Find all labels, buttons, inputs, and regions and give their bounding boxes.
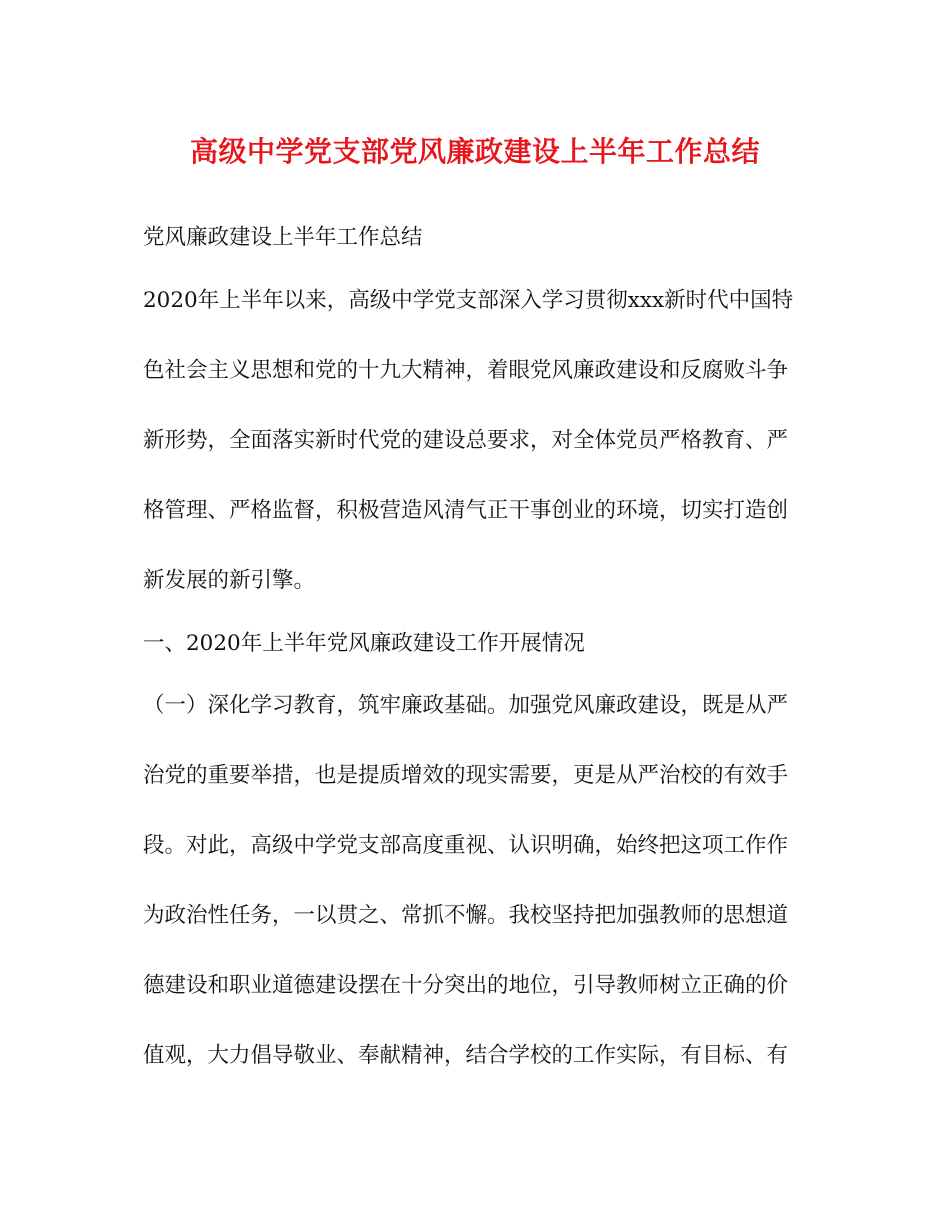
- section-heading: 一、2020年上半年党风廉政建设工作开展情况: [143, 631, 585, 656]
- paragraph-line: 新形势，全面落实新时代党的建设总要求，对全体党员严格教育、严: [143, 428, 789, 453]
- document-title: 高级中学党支部党风廉政建设上半年工作总结: [189, 135, 760, 168]
- paragraph-line: 德建设和职业道德建设摆在十分突出的地位，引导教师树立正确的价: [143, 973, 789, 998]
- document-subtitle: 党风廉政建设上半年工作总结: [143, 225, 423, 250]
- paragraph-line: 新发展的新引擎。: [143, 568, 316, 593]
- paragraph-line: 值观，大力倡导敬业、奉献精神，结合学校的工作实际，有目标、有: [143, 1043, 789, 1068]
- paragraph-line: 为政治性任务，一以贯之、常抓不懈。我校坚持把加强教师的思想道: [143, 903, 789, 928]
- paragraph-line: 2020年上半年以来，高级中学党支部深入学习贯彻xxx新时代中国特: [143, 288, 794, 313]
- paragraph-line: 色社会主义思想和党的十九大精神，着眼党风廉政建设和反腐败斗争: [143, 358, 789, 383]
- paragraph-line: 治党的重要举措，也是提质增效的现实需要，更是从严治校的有效手: [143, 763, 789, 788]
- paragraph-line: 段。对此，高级中学党支部高度重视、认识明确，始终把这项工作作: [143, 833, 789, 858]
- paragraph-line: 格管理、严格监督，积极营造风清气正干事创业的环境，切实打造创: [143, 498, 789, 523]
- paragraph-line: （一）深化学习教育，筑牢廉政基础。加强党风廉政建设，既是从严: [143, 693, 789, 718]
